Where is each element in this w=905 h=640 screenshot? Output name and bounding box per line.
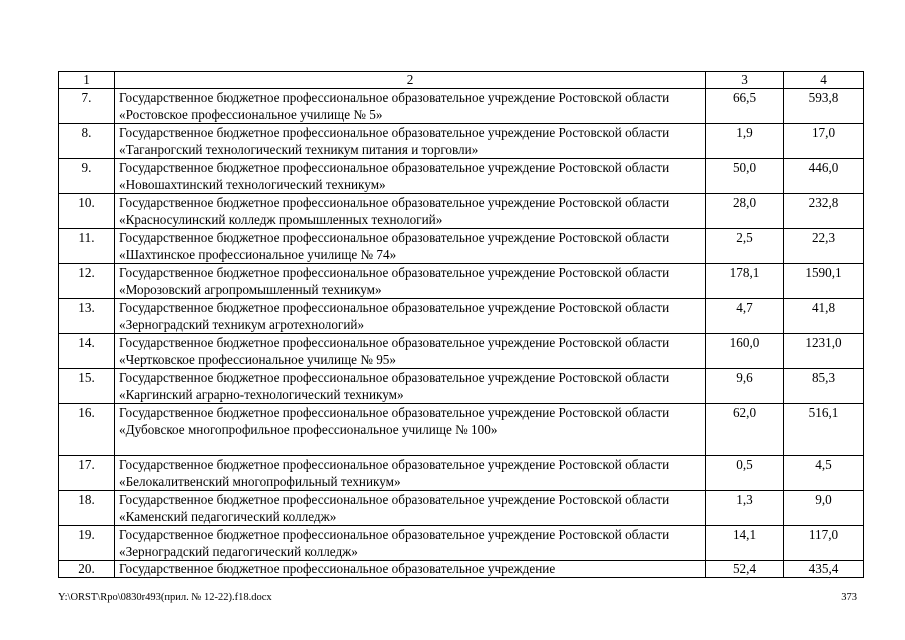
institution-name: Государственное бюджетное профессиональное образовательное учреждение Ростовской области «Морозовский агропромышленный техникум» — [115, 264, 706, 299]
table-row — [59, 229, 864, 264]
value-col-3: 28,0 — [706, 194, 784, 229]
institution-name: Государственное бюджетное профессиональное образовательное учреждение Ростовской области «Новошахтинский технологический техникум» — [115, 159, 706, 194]
row-number: 8. — [59, 124, 115, 159]
value-col-4: 516,1 — [784, 404, 864, 456]
value-col-3: 4,7 — [706, 299, 784, 334]
footer-page-number: 373 — [841, 592, 857, 603]
row-number: 15. — [59, 369, 115, 404]
row-number: 12. — [59, 264, 115, 299]
table-header-row — [59, 72, 864, 89]
row-number: 14. — [59, 334, 115, 369]
header-col-1: 1 — [59, 72, 115, 89]
table-row — [59, 334, 864, 369]
institution-name: Государственное бюджетное профессиональное образовательное учреждение Ростовской области «Красносулинский колледж промышленных технологий» — [115, 194, 706, 229]
header-col-3: 3 — [706, 72, 784, 89]
table-row — [59, 299, 864, 334]
value-col-4: 117,0 — [784, 526, 864, 561]
institution-name: Государственное бюджетное профессиональное образовательное учреждение Ростовской области «Дубовское многопрофильное профессиональное училище № 100» — [115, 404, 706, 456]
header-col-2: 2 — [115, 72, 706, 89]
row-number: 18. — [59, 491, 115, 526]
institution-name: Государственное бюджетное профессиональное образовательное учреждение Ростовской области «Ростовское профессиональное училище № 5» — [115, 89, 706, 124]
value-col-4: 593,8 — [784, 89, 864, 124]
table-row — [59, 369, 864, 404]
value-col-4: 85,3 — [784, 369, 864, 404]
value-col-3: 1,9 — [706, 124, 784, 159]
row-number: 20. — [59, 561, 115, 578]
budget-table — [58, 71, 864, 578]
value-col-3: 2,5 — [706, 229, 784, 264]
value-col-3: 1,3 — [706, 491, 784, 526]
value-col-4: 232,8 — [784, 194, 864, 229]
row-number: 7. — [59, 89, 115, 124]
table-row — [59, 526, 864, 561]
row-number: 10. — [59, 194, 115, 229]
institution-name: Государственное бюджетное профессиональное образовательное учреждение Ростовской области «Чертковское профессиональное училище № 95» — [115, 334, 706, 369]
table-row — [59, 404, 864, 456]
value-col-3: 9,6 — [706, 369, 784, 404]
table-body — [59, 72, 864, 578]
institution-name: Государственное бюджетное профессиональное образовательное учреждение Ростовской области «Зерноградский педагогический колледж» — [115, 526, 706, 561]
row-number: 9. — [59, 159, 115, 194]
value-col-3: 52,4 — [706, 561, 784, 578]
row-number: 16. — [59, 404, 115, 456]
institution-name: Государственное бюджетное профессиональное образовательное учреждение Ростовской области «Каменский педагогический колледж» — [115, 491, 706, 526]
value-col-4: 22,3 — [784, 229, 864, 264]
institution-name: Государственное бюджетное профессиональное образовательное учреждение Ростовской области «Шахтинское профессиональное училище № 74» — [115, 229, 706, 264]
value-col-4: 1590,1 — [784, 264, 864, 299]
row-number: 13. — [59, 299, 115, 334]
table-row — [59, 89, 864, 124]
value-col-4: 446,0 — [784, 159, 864, 194]
value-col-4: 41,8 — [784, 299, 864, 334]
value-col-3: 0,5 — [706, 456, 784, 491]
value-col-3: 14,1 — [706, 526, 784, 561]
table-row — [59, 124, 864, 159]
institution-name: Государственное бюджетное профессиональное образовательное учреждение Ростовской области «Таганрогский технологический техникум питания и торговли» — [115, 124, 706, 159]
value-col-3: 178,1 — [706, 264, 784, 299]
value-col-3: 50,0 — [706, 159, 784, 194]
row-number: 17. — [59, 456, 115, 491]
value-col-4: 4,5 — [784, 456, 864, 491]
table-row — [59, 491, 864, 526]
table-row — [59, 264, 864, 299]
table-row — [59, 159, 864, 194]
table-row — [59, 456, 864, 491]
institution-name: Государственное бюджетное профессиональное образовательное учреждение — [115, 561, 706, 578]
value-col-3: 160,0 — [706, 334, 784, 369]
value-col-4: 1231,0 — [784, 334, 864, 369]
row-number: 11. — [59, 229, 115, 264]
value-col-3: 66,5 — [706, 89, 784, 124]
value-col-3: 62,0 — [706, 404, 784, 456]
table-row — [59, 561, 864, 578]
value-col-4: 17,0 — [784, 124, 864, 159]
row-number: 19. — [59, 526, 115, 561]
institution-name: Государственное бюджетное профессиональное образовательное учреждение Ростовской области «Каргинский аграрно-технологический техникум» — [115, 369, 706, 404]
value-col-4: 9,0 — [784, 491, 864, 526]
table-row — [59, 194, 864, 229]
institution-name: Государственное бюджетное профессиональное образовательное учреждение Ростовской области «Зерноградский техникум агротехнологий» — [115, 299, 706, 334]
header-col-4: 4 — [784, 72, 864, 89]
value-col-4: 435,4 — [784, 561, 864, 578]
institution-name: Государственное бюджетное профессиональное образовательное учреждение Ростовской области «Белокалитвенский многопрофильный техникум» — [115, 456, 706, 491]
footer-file-path: Y:\ORST\Rpo\0830r493(прил. № 12-22).f18.docx — [58, 592, 272, 603]
